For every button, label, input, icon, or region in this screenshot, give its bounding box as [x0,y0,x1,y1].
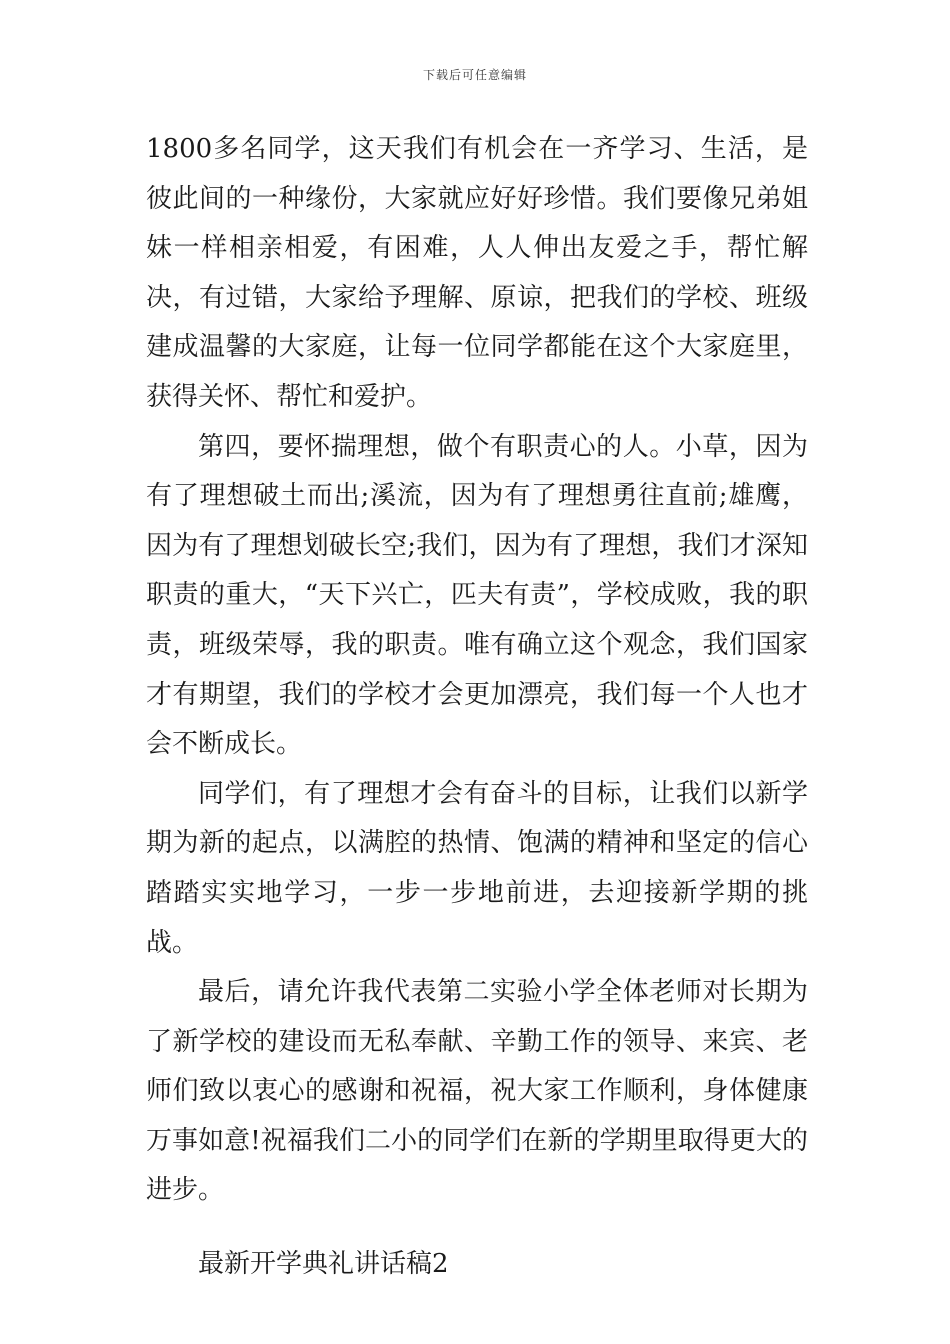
body-paragraph: 第四，要怀揣理想，做个有职责心的人。小草，因为有了理想破土而出;溪流，因为有了理想勇往直前;雄鹰，因为有了理想划破长空;我们，因为有了理想，我们才深知职责的重大，“天下兴亡，匹夫有责”，学校成败，我的职责，班级荣辱，我的职责。唯有确立这个观念，我们国家才有期望，我们的学校才会更加漂亮，我们每一个人也才会不断成长。 [146,431,808,760]
body-paragraph: 最后，请允许我代表第二实验小学全体老师对长期为了新学校的建设而无私奉献、辛勤工作的领导、来宾、老师们致以衷心的感谢和祝福，祝大家工作顺利，身体健康万事如意!祝福我们二小的同学们在新的学期里取得更大的进步。 [146,977,808,1206]
document-body [146,125,808,1290]
body-paragraph: 同学们，有了理想才会有奋斗的目标，让我们以新学期为新的起点，以满腔的热情、饱满的精神和坚定的信心踏踏实实地学习，一步一步地前进，去迎接新学期的挑战。 [146,778,808,958]
body-paragraph: 1800多名同学，这天我们有机会在一齐学习、生活，是彼此间的一种缘份，大家就应好好珍惜。我们要像兄弟姐妹一样相亲相爱，有困难，人人伸出友爱之手，帮忙解决，有过错，大家给予理解、原谅，把我们的学校、班级建成温馨的大家庭，让每一位同学都能在这个大家庭里，获得关怀、帮忙和爱护。 [146,134,808,412]
section-title: 最新开学典礼讲话稿2 [198,1249,449,1280]
page-header-note: 下载后可任意编辑 [422,68,527,82]
